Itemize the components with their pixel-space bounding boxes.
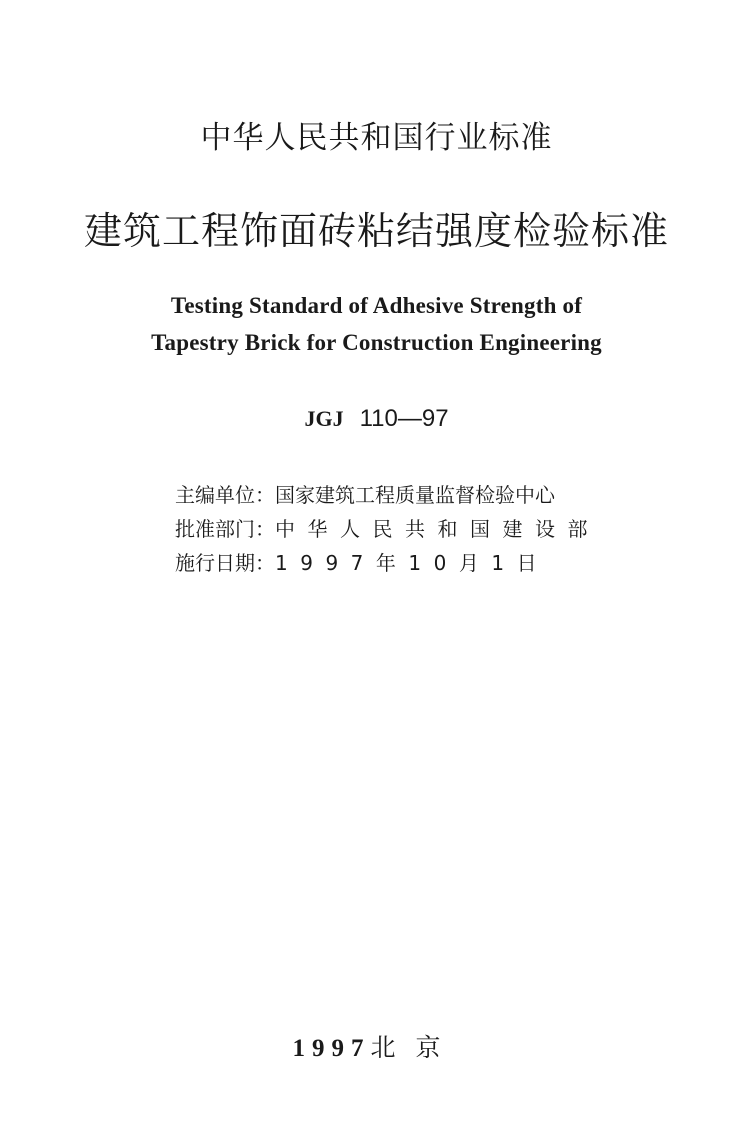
publication-info bbox=[175, 478, 600, 580]
approval-label: 批准部门： bbox=[175, 517, 275, 541]
editor-value: 国家建筑工程质量监督检验中心 bbox=[275, 483, 555, 507]
editor-row bbox=[175, 478, 595, 512]
effective-date-row bbox=[175, 546, 595, 580]
publication-imprint bbox=[0, 1028, 753, 1064]
publication-city: 北京 bbox=[370, 1033, 461, 1062]
english-title-line-2: Tapestry Brick for Construction Engineering bbox=[151, 330, 602, 355]
industry-standard-heading: 中华人民共和国行业标准 bbox=[200, 120, 553, 156]
english-title-line-1: Testing Standard of Adhesive Strength of bbox=[170, 293, 583, 318]
standard-code bbox=[0, 405, 753, 433]
approval-value: 中华人民共和国建设部 bbox=[275, 517, 600, 541]
approval-row bbox=[175, 512, 600, 546]
effective-date-value: 1997年10月1日 bbox=[275, 551, 550, 575]
effective-date-label: 施行日期： bbox=[175, 551, 275, 575]
standard-code-number: 110—97 bbox=[359, 405, 449, 432]
chinese-title: 建筑工程饰面砖粘结强度检验标准 bbox=[83, 209, 669, 253]
standard-code-prefix: JGJ bbox=[304, 406, 344, 431]
publication-year: 1997 bbox=[292, 1035, 371, 1062]
editor-label: 主编单位： bbox=[175, 483, 275, 507]
